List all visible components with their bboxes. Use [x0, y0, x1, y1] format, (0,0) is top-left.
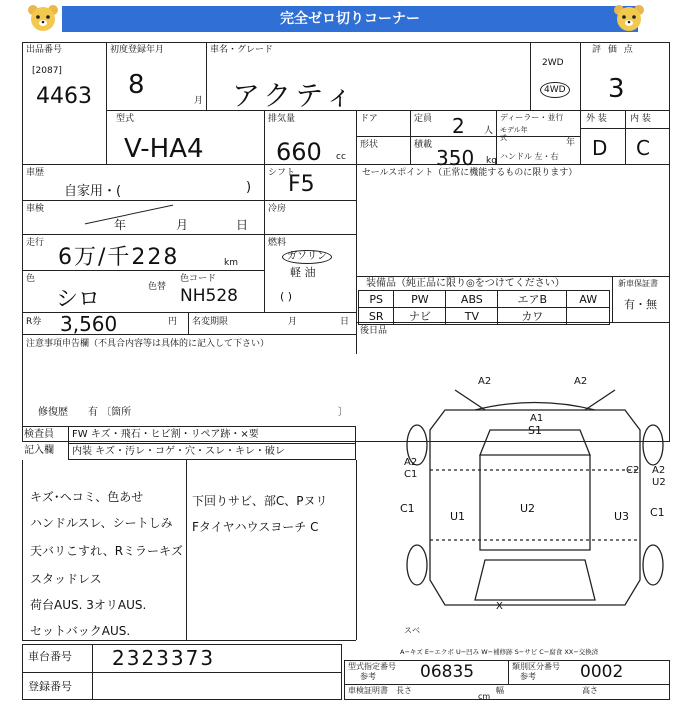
model-label: 型式 [116, 114, 135, 124]
diagram-mark: A1 [530, 413, 544, 424]
class-num-sub: 参考 [520, 672, 536, 681]
name-change-label: 名変期限 [192, 317, 229, 327]
diagram-mark: A2 [652, 465, 666, 476]
capacity-unit: 人 [484, 126, 494, 136]
rating-value: 3 [608, 74, 625, 104]
model-year-unit: 年 [566, 138, 576, 148]
load-label: 積載 [414, 140, 433, 150]
chassis-value: 2323373 [112, 646, 216, 670]
hw-note: キズ･ヘコミ、色あせ [30, 490, 144, 504]
color-code-value: NH528 [180, 286, 238, 306]
model-value: V-HA4 [124, 134, 204, 164]
hw-note: 荷台AUS. 3オリAUS. [30, 598, 147, 612]
model-year-label: モデル年式 [500, 126, 528, 142]
repair-history-label: 修復歴 有 〔箇所 [38, 407, 132, 418]
diagram-mark: A2 [478, 376, 492, 387]
rear-seat-label: 後日品 [360, 326, 388, 336]
shape-label: 形状 [360, 140, 379, 150]
recycle-label: R券 [26, 317, 42, 327]
equipment-cell: SR [359, 308, 394, 325]
equipment-cell: AW [567, 291, 610, 308]
page-banner: 完全ゼロ切りコーナー [62, 6, 638, 32]
capacity-label: 定員 [414, 114, 433, 124]
equipment-label: 装備品（純正品に限り◎をつけてください） [366, 278, 565, 289]
equipment-cell: TV [446, 308, 498, 325]
history-value: 自家用・( [64, 184, 122, 199]
cert-label: 車検証明書 [348, 686, 388, 695]
equipment-cell: PS [359, 291, 394, 308]
chassis-label: 車台番号 [28, 650, 72, 663]
hw-note: 天バリこすれ、Rミラーキズ [30, 544, 183, 558]
cert-cm: cm [478, 692, 491, 701]
diagram-mark: S1 [528, 424, 542, 437]
diagram-mark: A2 [404, 457, 418, 468]
class-num-value: 0002 [580, 662, 624, 682]
equipment-cell: エアB [498, 291, 567, 308]
cert-height: 高さ [582, 686, 598, 695]
name-change-day: 日 [340, 317, 350, 327]
repair-history-close: 〕 [338, 407, 348, 418]
damage-legend: A−キズ E−エクボ U−凹み W−補修跡 S−サビ C−腐食 XX−交換済 [400, 648, 599, 656]
diagram-mark: X [496, 601, 503, 612]
hw-note: セットバックAUS. [30, 624, 131, 638]
diagram-mark: U2 [652, 477, 666, 488]
mileage-value: 6万/千228 [58, 245, 180, 270]
first-reg-value: 8 [128, 70, 145, 100]
type-spec-value: 06835 [420, 662, 475, 682]
history-label: 車歴 [26, 168, 45, 178]
class-num-label: 類別区分番号 [512, 662, 560, 671]
diagram-mark: C1 [404, 469, 418, 480]
displacement-value: 660 [276, 138, 322, 166]
dealer-label: ディーラー・並行 [500, 113, 564, 122]
hw-note-right: Fタイヤハウスヨーチ C [192, 520, 319, 534]
equipment-row [359, 291, 610, 308]
registration-label: 登録番号 [28, 680, 72, 693]
inspection-label: 車検 [26, 204, 45, 214]
inspection-day: 日 [236, 218, 249, 232]
lot-label: 出品番号 [26, 45, 63, 55]
bear-mascot-icon [26, 4, 60, 34]
warranty-label: 新車保証書 [618, 279, 658, 288]
diagram-mark: C2 [626, 465, 640, 476]
first-reg-unit: 月 [194, 96, 204, 106]
drive-4wd-circled: 4WD [540, 82, 570, 98]
inspector-label-1: 検査員 [24, 429, 54, 440]
inspector-label-2: 記入欄 [24, 445, 54, 456]
inspection-year: 年 [114, 218, 127, 232]
displacement-unit: cc [336, 152, 346, 162]
car-name-label: 車名・グレード [210, 45, 274, 55]
lot-sub: [2087] [32, 66, 62, 76]
type-spec-label: 型式指定番号 [348, 662, 396, 671]
first-reg-label: 初度登録年月 [110, 45, 165, 55]
rating-ext-label: 外 装 [586, 114, 607, 124]
inspector-row-interior: 内装 キズ・汚レ・コゲ・穴・スレ・キレ・破レ [72, 446, 285, 457]
diagram-mark: スベ [404, 626, 420, 635]
drive-2wd: 2WD [542, 58, 564, 68]
rating-int-value: C [636, 136, 650, 160]
cert-length: 長さ [396, 686, 412, 695]
diagram-mark: A2 [574, 376, 588, 387]
equipment-cell: PW [394, 291, 446, 308]
fuel-gas-circled: ガソリン [282, 250, 332, 264]
equipment-cell: ナビ [394, 308, 446, 325]
warranty-value: 有・無 [624, 298, 657, 311]
diagram-mark: U1 [450, 510, 466, 523]
diagram-mark: C1 [400, 502, 415, 515]
hw-note-right: 下回りサビ、部C、Pヌリ [192, 494, 328, 508]
equipment-row [359, 308, 610, 325]
inspector-row-fw: FW キズ・飛石・ヒビ割・リペア跡・×要 [72, 429, 259, 440]
recycle-value: 3,560 [60, 312, 118, 336]
shift-label: シフト [268, 168, 296, 178]
load-unit: kg [486, 156, 497, 166]
hw-note: ハンドルスレ、シートしみ [30, 516, 173, 530]
mileage-label: 走行 [26, 238, 45, 248]
fuel-paren: ( ) [280, 290, 293, 303]
load-value: 350 [436, 146, 475, 170]
fuel-diesel: 軽 油 [290, 266, 316, 279]
notes-label: 注意事項申告欄（不具合内容等は具体的に記入して下さい） [26, 339, 270, 349]
color-tone-label: 色替 [148, 282, 167, 292]
doors-label: ドア [360, 114, 378, 124]
aircon-label: 冷房 [268, 204, 287, 214]
lot-number: 4463 [36, 84, 92, 109]
rating-int-label: 内 装 [630, 114, 651, 124]
capacity-value: 2 [452, 114, 465, 138]
fuel-label: 燃料 [268, 238, 287, 248]
car-name-value: アクティ [232, 79, 357, 112]
equipment-table [358, 290, 610, 325]
cert-width: 幅 [496, 686, 504, 695]
diagram-mark: U3 [614, 510, 630, 523]
hw-note: スタッドレス [30, 572, 102, 586]
mileage-unit: km [224, 258, 238, 268]
name-change-month: 月 [288, 317, 298, 327]
color-code-label: 色コード [180, 274, 217, 284]
diagram-mark: U2 [520, 502, 536, 515]
equipment-cell: カワ [498, 308, 567, 325]
equipment-cell [567, 308, 610, 325]
selling-points-label: セールスポイント（正常に機能するものに限ります） [362, 168, 578, 178]
diagram-mark: C1 [650, 506, 665, 519]
color-value: シロ [56, 287, 101, 312]
recycle-unit: 円 [168, 317, 178, 327]
history-close: ) [246, 180, 252, 195]
rating-ext-value: D [592, 136, 608, 160]
displacement-label: 排気量 [268, 114, 296, 124]
type-spec-sub: 参考 [360, 672, 376, 681]
equipment-cell: ABS [446, 291, 498, 308]
color-label: 色 [26, 274, 36, 284]
shift-value: F5 [288, 172, 315, 197]
inspection-month: 月 [176, 218, 189, 232]
bear-mascot-icon [612, 4, 646, 34]
handle-label: ハンドル 左・右 [500, 152, 559, 161]
rating-label: 評 価 点 [592, 45, 635, 55]
